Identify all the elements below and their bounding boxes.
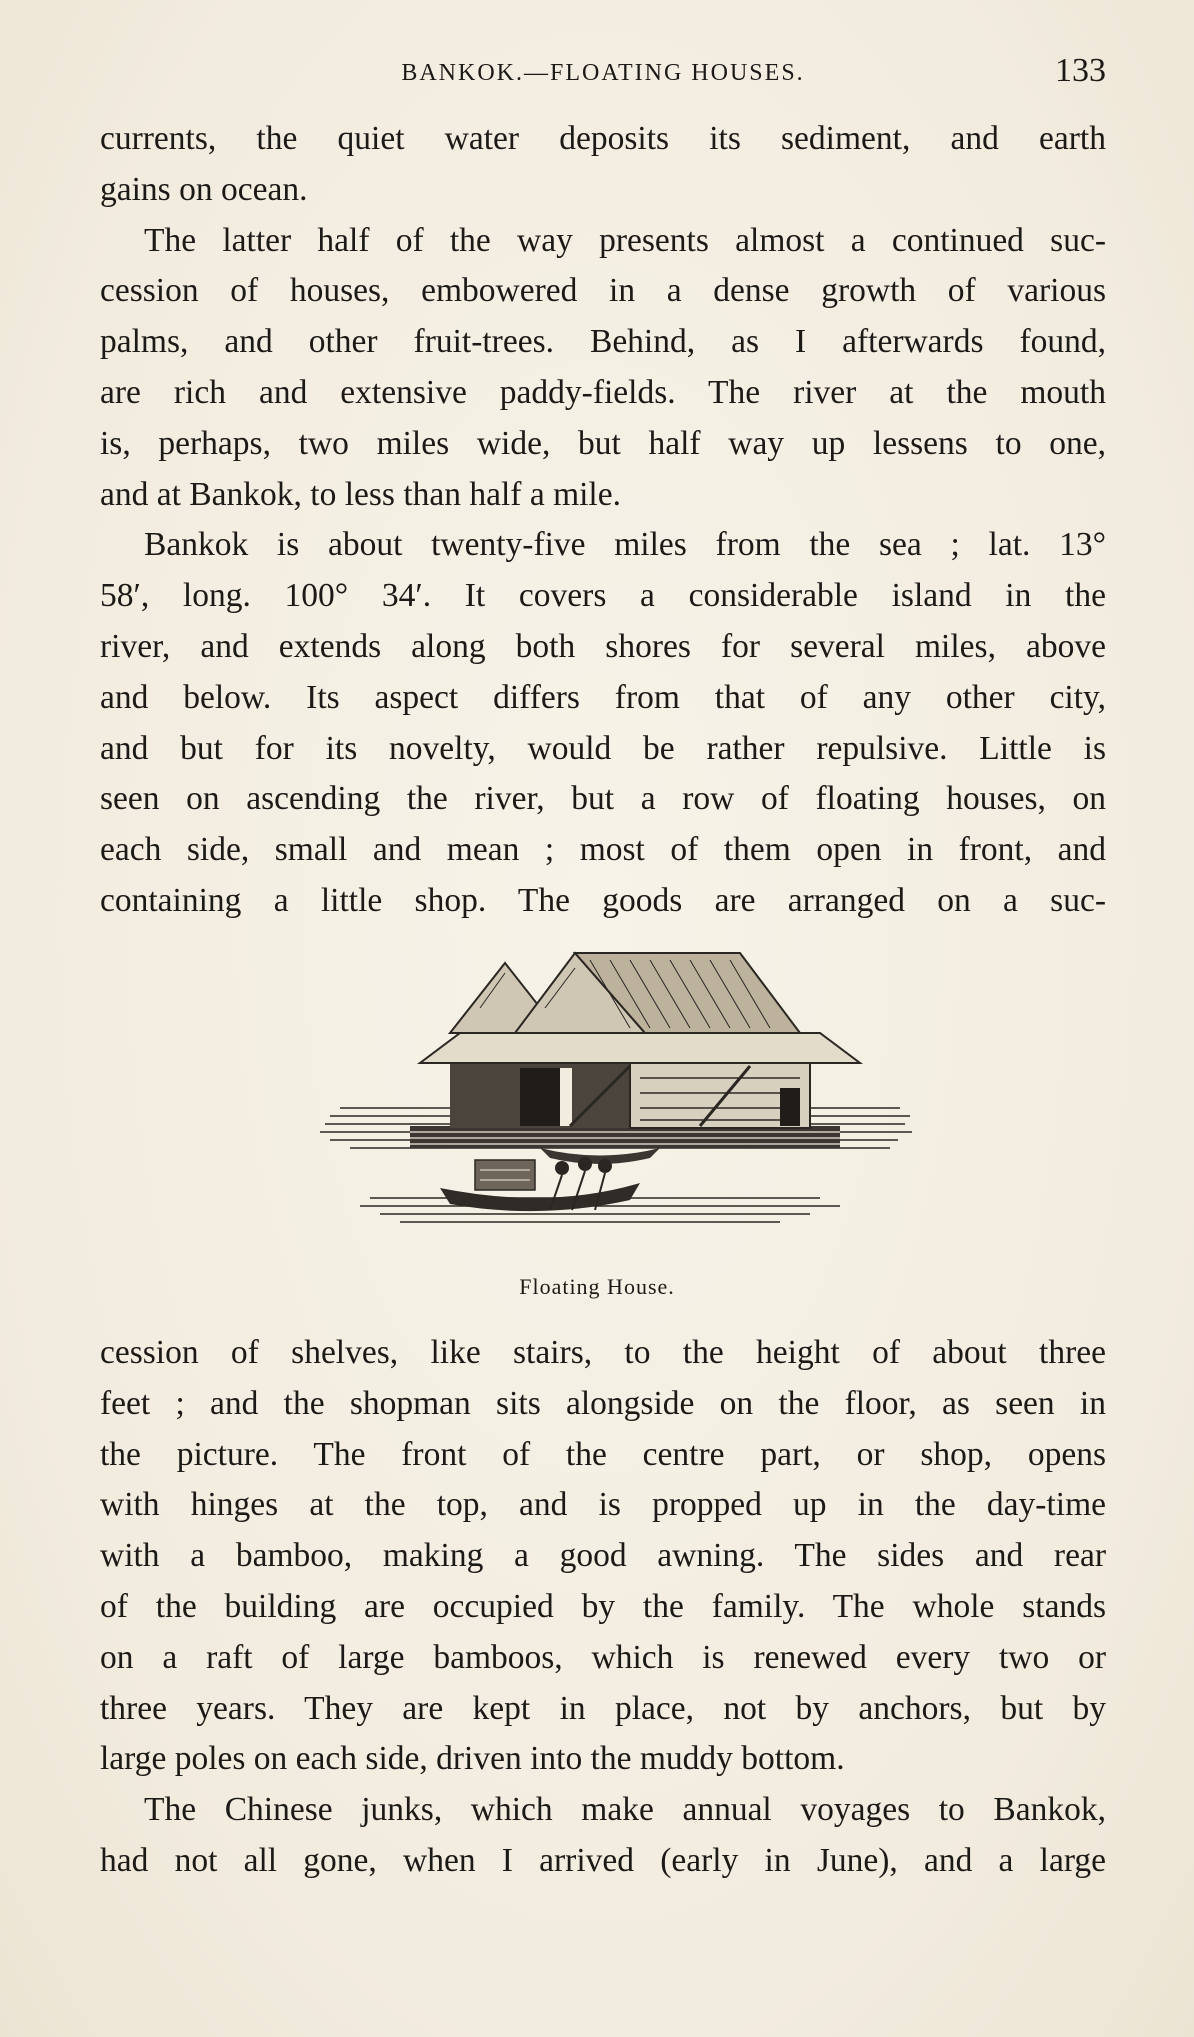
page-number: 133 <box>1055 52 1106 89</box>
text-line: river, and extends along both shores for several miles, above <box>100 627 1106 665</box>
text-line: gains on ocean. <box>100 170 308 208</box>
text-line: the picture. The front of the centre part, or shop, opens <box>100 1435 1106 1473</box>
text-line: currents, the quiet water deposits its sediment, and earth <box>100 120 1106 157</box>
text-line: are rich and extensive paddy-fields. The river at the mouth <box>100 373 1106 411</box>
text-line: on a raft of large bamboos, which is renewed every two or <box>100 1638 1106 1676</box>
roofs <box>420 953 860 1063</box>
engraving-illustration <box>300 948 920 1268</box>
rowing-boat <box>440 1157 640 1211</box>
text-line: cession of shelves, like stairs, to the height of about three <box>100 1334 1106 1371</box>
text-line: containing a little shop. The goods are arranged on a suc- <box>100 881 1106 919</box>
text-line: and at Bankok, to less than half a mile. <box>100 475 621 513</box>
text-line: seen on ascending the river, but a row of floating houses, on <box>100 780 1106 818</box>
figure-caption: Floating House. <box>519 1274 675 1299</box>
text-line: had not all gone, when I arrived (early in June), and a large <box>100 1841 1106 1879</box>
body-text-bottom <box>100 1328 1106 1887</box>
text-line: with a bamboo, making a good awning. The sides and rear <box>100 1537 1106 1575</box>
text-line: Bankok is about twenty-five miles from the sea ; lat. 13° <box>144 526 1106 564</box>
text-line: cession of houses, embowered in a dense growth of various <box>100 272 1106 310</box>
text-line: of the building are occupied by the family. The whole stands <box>100 1587 1106 1625</box>
running-head <box>100 52 1106 100</box>
text-line: each side, small and mean ; most of them open in front, and <box>100 831 1106 869</box>
raft <box>410 1126 840 1148</box>
text-line: is, perhaps, two miles wide, but half way up lessens to one, <box>100 424 1106 462</box>
text-line: large poles on each side, driven into the muddy bottom. <box>100 1740 845 1778</box>
text-line: three years. They are kept in place, not by anchors, but by <box>100 1689 1106 1727</box>
text-line: The latter half of the way presents almost a continued suc- <box>144 221 1106 259</box>
running-title: BANKOK.—FLOATING HOUSES. <box>401 60 805 86</box>
floating-house-engraving <box>300 948 920 1268</box>
text-line: feet ; and the shopman sits alongside on the floor, as seen in <box>100 1384 1106 1422</box>
text-line: with hinges at the top, and is propped up in the day-time <box>100 1486 1106 1524</box>
text-line: palms, and other fruit-trees. Behind, as I afterwards found, <box>100 323 1106 361</box>
text-line: The Chinese junks, which make annual voyages to Bankok, <box>144 1791 1106 1829</box>
text-line: and but for its novelty, would be rather repulsive. Little is <box>100 729 1106 767</box>
text-line: and below. Its aspect differs from that of any other city, <box>100 678 1106 716</box>
house-walls <box>450 1058 810 1128</box>
text-line: 58′, long. 100° 34′. It covers a considerable island in the <box>100 577 1106 615</box>
body-text-top <box>100 114 1106 927</box>
